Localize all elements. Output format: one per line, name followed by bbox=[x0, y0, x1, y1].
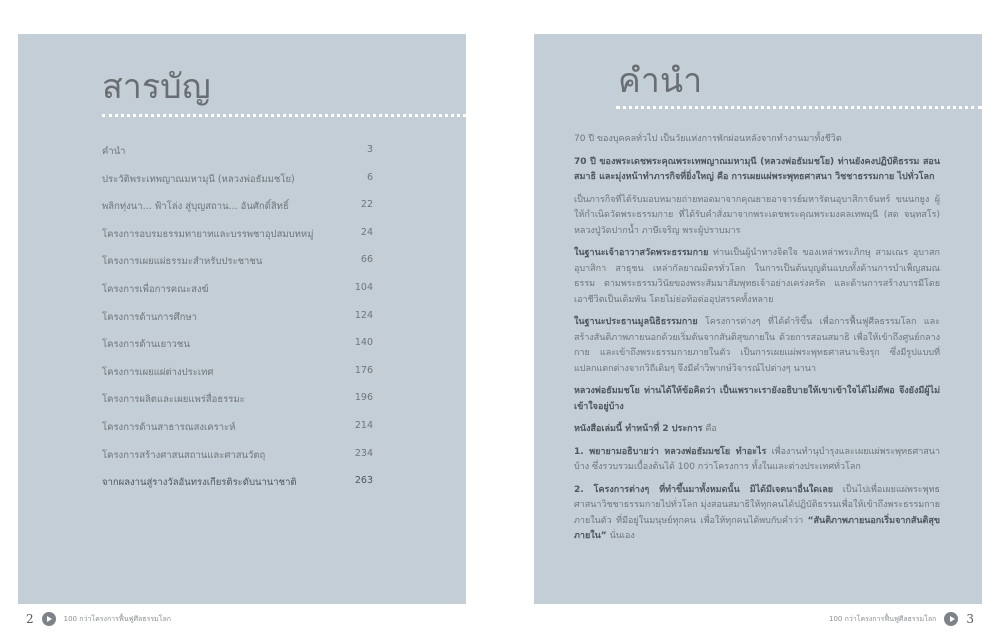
toc-item[interactable] bbox=[102, 199, 373, 227]
toc-item-page: 24 bbox=[360, 226, 373, 238]
toc-item-label: โครงการเพื่อการคณะสงฆ์ bbox=[102, 283, 209, 295]
dotted-divider bbox=[616, 106, 982, 109]
play-icon bbox=[944, 612, 958, 626]
foreword-paragraph bbox=[574, 315, 940, 377]
toc-item-label: โครงการเผยแผ่ธรรมะสำหรับประชาชน bbox=[102, 256, 263, 268]
toc-item[interactable] bbox=[102, 254, 373, 282]
paragraph-text: คือ bbox=[702, 424, 717, 434]
foreword-paragraph: เป็นภารกิจที่ได้รับมอบหมายถ่ายทอดมาจากคุณยายอาจารย์มหารัตนอุบาสิกาจันทร์ ขนนกยูง ผู้ให้กำเนิดวัดพระธรรมกาย ที่ได้รับคำสั่งมาจากพระเดชพระคุณพระมงคลเทพมุนี (สด จนฺทสโร) หลวงปู่วัดปากน้ำ ภาษีเจริญ พระผู้ปราบมาร bbox=[574, 194, 940, 236]
toc-item-page: 234 bbox=[354, 447, 373, 459]
toc-item-label: พลิกทุ่งนา... ฟ้าโล่ง สู่บุญสถาน... อันศักดิ์สิทธิ์ bbox=[102, 201, 289, 213]
toc-item-label: โครงการอบรมธรรมทายาทและบรรพชาอุปสมบทหมู่ bbox=[102, 228, 314, 240]
foreword-panel bbox=[534, 34, 982, 604]
paragraph-text: นั่นเอง bbox=[606, 531, 635, 541]
play-icon bbox=[42, 612, 56, 626]
toc-item-label: จากผลงานสู่รางวัลอันทรงเกียรติระดับนานาชาติ bbox=[102, 477, 297, 489]
toc-title: สารบัญ bbox=[102, 67, 211, 107]
toc-item[interactable] bbox=[102, 144, 373, 172]
bold-text: 2. โครงการต่างๆ ที่ทำขึ้นมาทั้งหมดนั้น มิได้มีเจตนาอื่นใดเลย bbox=[574, 484, 834, 495]
toc-item[interactable] bbox=[102, 337, 373, 365]
foreword-title: คำนำ bbox=[618, 61, 703, 101]
foreword-paragraph bbox=[574, 384, 940, 415]
toc-item-page: 214 bbox=[354, 419, 373, 431]
toc-item-label: โครงการด้านการศึกษา bbox=[102, 311, 197, 323]
bold-text: ในฐานะประธานมูลนิธิธรรมกาย bbox=[574, 317, 698, 327]
footer-text: 100 กว่าโครงการฟื้นฟูศีลธรรมโลก bbox=[829, 614, 937, 623]
toc-item-label: คำนำ bbox=[102, 146, 126, 157]
toc-item[interactable] bbox=[102, 310, 373, 338]
toc-item-page: 22 bbox=[360, 199, 373, 211]
foreword-body bbox=[574, 132, 940, 552]
toc-item-page: 3 bbox=[366, 144, 373, 155]
toc-item-page: 140 bbox=[354, 337, 373, 349]
toc-item-page: 66 bbox=[360, 254, 373, 266]
toc-item-page: 263 bbox=[354, 475, 373, 487]
toc-list bbox=[102, 144, 373, 503]
paragraph-text: ท่านเป็นผู้นำทางจิตใจ ของเหล่าพระภิกษุ สามเณร อุบาสก อุบาสิกา สาธุชน เหล่ากัลยาณมิตรทั่วโลก ในการเป็นต้นบุญต้นแบบทั้งด้านการบำเพ็ญสมณธรรม ตามพระธรรมวินัยของพระสัมมาสัมพุทธเจ้าอย่างเคร่งครัด และด้านการสร้างบารมีโดยเอาชีวิตเป็นเดิมพัน โดยไม่ย่อท้อต่ออุปสรรคทั้งหลาย bbox=[574, 248, 940, 305]
foreword-paragraph bbox=[574, 422, 940, 438]
bold-text: ในฐานะเจ้าอาวาสวัดพระธรรมกาย bbox=[574, 248, 709, 258]
bold-text: หนังสือเล่มนี้ ทำหน้าที่ 2 ประการ bbox=[574, 424, 703, 434]
toc-item[interactable] bbox=[102, 475, 373, 503]
page-number: 2 bbox=[26, 612, 34, 626]
foreword-paragraph bbox=[574, 246, 940, 308]
foreword-paragraph bbox=[574, 155, 940, 186]
foreword-paragraph bbox=[574, 445, 940, 476]
foreword-paragraph: 70 ปี ของบุคคลทั่วไป เป็นวัยแห่งการพักผ่อนหลังจากทำงานมาทั้งชีวิต bbox=[574, 134, 842, 144]
toc-item[interactable] bbox=[102, 392, 373, 420]
toc-item-page: 104 bbox=[354, 281, 373, 293]
toc-item-label: โครงการเผยแผ่ต่างประเทศ bbox=[102, 366, 214, 378]
foreword-paragraph bbox=[574, 483, 940, 545]
paragraph-text: เป็นไปเพื่อเผยแผ่พระพุทธศาสนาวิชชาธรรมกายไปทั่วโลก มุ่งสอนสมาธิให้ทุกคนได้ปฏิบัติธรรมเพื่อให้เข้าถึงพระธรรมกายภายในตัว ที่มีอยู่ในมนุษย์ทุกคน เพื่อให้ทุกคนได้พบกับคำว่า bbox=[574, 484, 940, 526]
toc-item-label: โครงการด้านสาธารณสงเคราะห์ bbox=[102, 421, 236, 433]
bold-text: หลวงพ่อธัมมชโย ท่านได้ให้ข้อคิดว่า เป็นเพราะเรายังอธิบายให้เขาเข้าใจได้ไม่ดีพอ จึงยังมีผู้ไม่เข้าใจอยู่บ้าง bbox=[574, 386, 940, 412]
toc-item-page: 6 bbox=[366, 171, 373, 183]
toc-item-label: โครงการด้านเยาวชน bbox=[102, 339, 190, 351]
bold-text: 1. พยายามอธิบายว่า หลวงพ่อธัมมชโย ทำอะไร bbox=[574, 446, 767, 457]
paragraph-text: เพื่องานทำนุบำรุงและเผยแผ่พระพุทธศาสนาบ้าง ซึ่งรวบรวมเบื้องต้นได้ 100 กว่าโครงการ ทั้งในและต่างประเทศทั่วโลก bbox=[574, 446, 940, 472]
toc-item[interactable] bbox=[102, 448, 373, 476]
toc-item-label: ประวัติพระเทพญาณมหามุนี (หลวงพ่อธัมมชโย) bbox=[102, 173, 295, 185]
toc-item[interactable] bbox=[102, 227, 373, 255]
paragraph-text: โครงการต่างๆ ที่ได้ดำริขึ้น เพื่อการฟื้นฟูศีลธรรมโลก และสร้างสันติภาพภายนอกด้วยเริ่มต้นจากสันติสุขภายใน ด้วยการสอนสมาธิ เพื่อให้เข้าถึงศูนย์กลางกาย และเข้าถึงพระธรรมกายภายในตัว เป็นการเผยแผ่พระพุทธศาสนาเชิงรุก ซึ่งมีรูปแบบที่แปลกแตกต่างจากวิถีเดิมๆ จึงมีคำวิพากษ์วิจารณ์ไปต่างๆ นานา bbox=[574, 317, 940, 374]
bold-text: 70 ปี ของพระเดชพระคุณพระเทพญาณมหามุนี (หลวงพ่อธัมมชโย) ท่านยังคงปฏิบัติธรรม สอนสมาธิ และมุ่งหน้าทำภารกิจที่ยิ่งใหญ่ คือ การเผยแผ่พระพุทธศาสนา วิชชาธรรมกาย ไปทั่วโลก bbox=[574, 156, 940, 182]
page-number: 3 bbox=[966, 612, 974, 626]
right-page-footer bbox=[829, 612, 974, 626]
table-of-contents-panel bbox=[18, 34, 466, 604]
toc-item-page: 124 bbox=[354, 309, 373, 321]
left-page-footer bbox=[26, 612, 171, 626]
footer-text: 100 กว่าโครงการฟื้นฟูศีลธรรมโลก bbox=[63, 614, 171, 623]
toc-item-label: โครงการผลิตและเผยแพร่สื่อธรรมะ bbox=[102, 394, 245, 406]
toc-item-page: 196 bbox=[354, 392, 373, 404]
dotted-divider bbox=[102, 114, 466, 117]
toc-item[interactable] bbox=[102, 172, 373, 200]
toc-item[interactable] bbox=[102, 365, 373, 393]
bold-quote: “สันติภาพภายนอกเริ่มจากสันติสุขภายใน” bbox=[574, 515, 940, 541]
toc-item[interactable] bbox=[102, 282, 373, 310]
toc-item[interactable] bbox=[102, 420, 373, 448]
toc-item-page: 176 bbox=[354, 364, 373, 376]
toc-item-label: โครงการสร้างศาสนสถานและศาสนวัตถุ bbox=[102, 449, 266, 461]
